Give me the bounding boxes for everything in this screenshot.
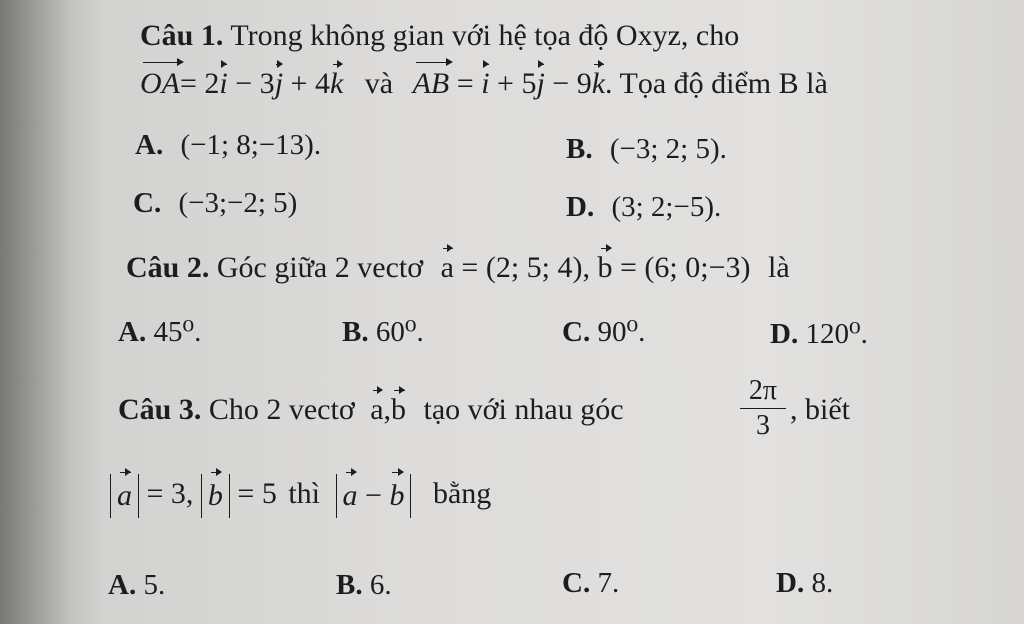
unit-j: j	[274, 67, 284, 100]
vector-a-value: = (2; 5; 4),	[453, 251, 598, 284]
vector-b-value: = (6; 0;−3)	[612, 251, 751, 284]
q3-text: Cho 2 vectơ	[208, 393, 355, 426]
q1-option-d[interactable]	[566, 190, 721, 224]
unit-i: i	[481, 67, 490, 100]
abs-difference	[336, 474, 412, 518]
abs-a-value: = 3,	[139, 476, 194, 510]
option-key: A.	[108, 569, 137, 601]
q1-formula	[140, 66, 828, 102]
q3-option-a[interactable]	[108, 568, 165, 602]
q3-condition	[110, 474, 491, 518]
option-key: D.	[776, 567, 805, 599]
vector-b: b	[597, 251, 613, 284]
option-text: 60⁰.	[375, 316, 424, 348]
abs-a	[110, 474, 139, 518]
q1-and: và	[364, 67, 394, 100]
q2-tail: là	[768, 251, 790, 284]
vector-b: b	[391, 393, 407, 426]
q3-equals-word: bằng	[432, 476, 492, 510]
q1-ab-coef: + 5	[489, 67, 537, 100]
q3-label: Câu 3.	[118, 393, 202, 426]
q2-label: Câu 2.	[126, 251, 210, 284]
option-key: B.	[566, 133, 593, 165]
q2-option-c[interactable]	[562, 315, 645, 349]
vector-oa: OA	[140, 67, 180, 100]
q2-heading	[126, 250, 790, 286]
option-text: (−1; 8;−13).	[180, 129, 322, 161]
vector-a: a	[117, 474, 132, 518]
option-text: 120⁰.	[805, 318, 868, 350]
minus-sign: −	[357, 479, 390, 512]
option-key: A.	[118, 316, 147, 348]
option-key: D.	[566, 191, 595, 223]
page-edge-shadow	[0, 0, 70, 624]
unit-j: j	[536, 67, 545, 100]
vector-a: a	[440, 251, 454, 284]
fraction-numerator: 2π	[748, 375, 778, 406]
option-text: 45⁰.	[153, 316, 202, 348]
angle-fraction	[740, 376, 786, 441]
vector-a: a	[370, 393, 384, 426]
option-key: C.	[562, 567, 591, 599]
option-key: B.	[336, 569, 363, 601]
q1-oa-coef: = 2	[180, 67, 220, 100]
q1-tail: . Tọa độ điểm B là	[605, 67, 828, 100]
q3-then: thì	[288, 476, 321, 510]
q1-ab-coef2: − 9	[544, 67, 592, 100]
unit-k: k	[591, 67, 606, 100]
q3-option-c[interactable]	[562, 566, 619, 600]
abs-b	[201, 474, 230, 518]
q3-tail-line	[790, 392, 850, 428]
unit-k: k	[329, 67, 344, 100]
q3-tail: , biết	[790, 393, 850, 426]
fraction-denominator: 3	[756, 410, 770, 441]
q1-label: Câu 1.	[140, 19, 224, 52]
q1-ab-eq: =	[449, 67, 482, 100]
option-key: C.	[562, 316, 591, 348]
vector-a: a	[343, 474, 358, 518]
vector-b: b	[389, 474, 404, 518]
q1-oa-coef3: + 4	[283, 67, 330, 100]
q3-comma: ,	[383, 393, 392, 426]
q1-option-b[interactable]	[566, 132, 727, 166]
q2-option-b[interactable]	[342, 315, 424, 349]
q3-option-b[interactable]	[336, 568, 392, 602]
q1-text: Trong không gian với hệ tọa độ Oxyz, cho	[230, 19, 740, 52]
unit-i: i	[219, 67, 228, 100]
option-text: 5.	[143, 569, 166, 601]
option-key: A.	[135, 129, 164, 161]
fraction-bar	[740, 408, 786, 409]
q1-oa-coef2: − 3	[227, 67, 275, 100]
vector-ab: AB	[412, 67, 450, 100]
option-key: B.	[342, 316, 369, 348]
q1-option-a[interactable]	[135, 128, 321, 162]
option-text: (−3; 2; 5).	[609, 133, 727, 165]
option-text: 6.	[369, 569, 392, 601]
option-text: 7.	[597, 567, 620, 599]
vector-b: b	[208, 474, 223, 518]
option-key: D.	[770, 318, 799, 350]
option-text: (−3;−2; 5)	[178, 187, 298, 219]
q2-option-d[interactable]	[770, 317, 868, 351]
q3-heading	[118, 392, 624, 428]
option-text: 90⁰.	[597, 316, 646, 348]
q2-text: Góc giữa 2 vectơ	[216, 251, 424, 284]
option-key: C.	[133, 187, 162, 219]
option-text: 8.	[811, 567, 834, 599]
q2-option-a[interactable]	[118, 315, 201, 349]
q3-text2: tạo với nhau góc	[423, 393, 624, 426]
q1-option-c[interactable]	[133, 186, 297, 220]
q3-option-d[interactable]	[776, 566, 833, 600]
abs-b-value: = 5	[229, 476, 277, 510]
q1-heading	[140, 18, 739, 54]
option-text: (3; 2;−5).	[611, 191, 722, 223]
